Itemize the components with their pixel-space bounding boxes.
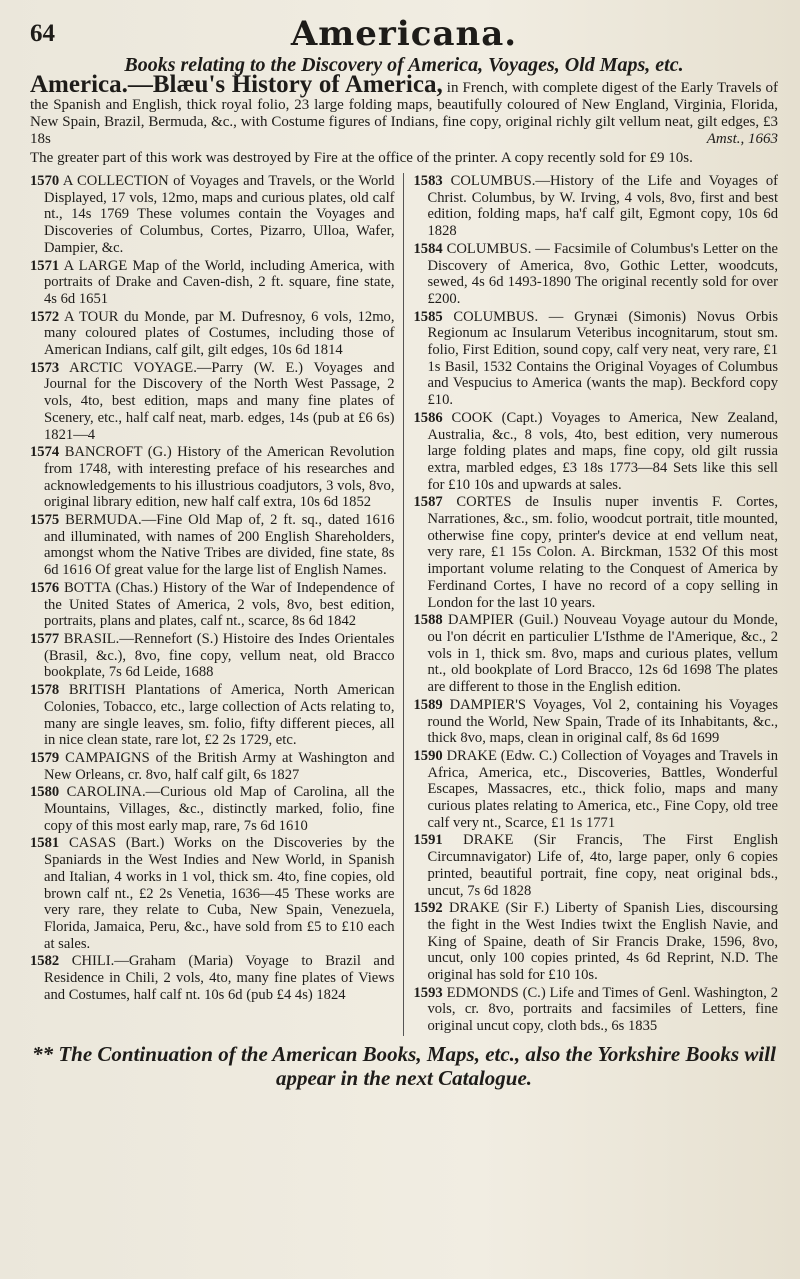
lot-number: 1579 <box>30 749 60 766</box>
entry-text: COLUMBUS. — Grynæi (Simonis) Novus Orbis Regionum ac Insularum Veteribus incognitarum, stout sm. folio, First Edition, sound copy, calf very neat, very rare, £1 1s Basil, 1532 Contains the Original Voyages of Columbus and Vespucius to America (wants the map). Beckford copy £10. <box>427 308 778 409</box>
catalogue-entry <box>414 309 779 409</box>
lot-number: 1591 <box>413 832 443 849</box>
entry-text: BERMUDA.—Fine Old Map of, 2 ft. sq., dated 1616 and illuminated, with names of 200 English Shareholders, amongst whom the Native Tribes are divided, fine state, 8s 6d 1616 Of great value for the large list of English Names. <box>44 512 395 579</box>
entry-text: COLUMBUS.—History of the Life and Voyages of Christ. Columbus, by W. Irving, 4 vols, 8vo, first and best edition, folding maps, ha'f calf gilt, Egmont copy, 10s 6d 1828 <box>427 173 778 240</box>
catalogue-entry <box>414 241 779 308</box>
lot-number: 1581 <box>30 835 60 852</box>
lot-number: 1583 <box>413 173 443 189</box>
catalogue-entry <box>414 900 779 984</box>
lot-number: 1578 <box>30 682 60 699</box>
entry-text: BOTTA (Chas.) History of the War of Independence of the United States of America, 2 vols, 8vo, best edition, portraits, plans and plates, calf nt., scarce, 8s 6d 1842 <box>44 579 395 630</box>
catalogue-entry <box>414 985 779 1035</box>
lot-number: 1577 <box>30 630 60 647</box>
lead-place-date: Amst., 1663 <box>706 131 778 147</box>
lot-number: 1582 <box>30 953 60 970</box>
lot-number: 1592 <box>413 900 443 917</box>
lot-number: 1573 <box>30 359 60 376</box>
lot-number: 1575 <box>30 512 60 529</box>
entry-text: ARCTIC VOYAGE.—Parry (W. E.) Voyages and Journal for the Discovery of the North West Passage, 2 vols, 4to, best edition, maps and many fine plates of Scenery, etc., half calf neat, marb. edges, 14s (pub at £6 6s) 1821—4 <box>44 359 395 443</box>
lot-number: 1588 <box>413 612 443 629</box>
catalogue-entry <box>414 173 779 240</box>
lot-number: 1589 <box>413 696 443 713</box>
left-column <box>30 173 404 1036</box>
catalogue-entry <box>414 494 779 611</box>
page-header <box>30 14 778 54</box>
entry-text: CAMPAIGNS of the British Army at Washington and New Orleans, cr. 8vo, half calf gilt, 6s 1827 <box>44 749 395 783</box>
entry-text: BRASIL.—Rennefort (S.) Histoire des Indes Orientales (Brasil, &c.), 8vo, fine copy, vellum neat, old Bracco bookplate, 7s 6d Leide, 1688 <box>44 630 395 681</box>
catalogue-entry <box>30 750 395 783</box>
lead-text: in French, with complete digest of the Early Travels of the Spanish and English, thick royal folio, 23 large folding maps, beautifully coloured of New England, Virginia, Florida, New Spain, Brazil, Bermuda, &c., with Costume figures of Indians, fine copy, original richly gilt vellum neat, gilt edges, £3 18s <box>30 80 778 147</box>
catalogue-entry <box>30 360 395 444</box>
catalogue-entry <box>30 953 395 1003</box>
lot-number: 1585 <box>413 308 443 325</box>
entry-text: EDMONDS (C.) Life and Times of Genl. Washington, 2 vols, cr. 8vo, portraits and facsimiles of Letters, fine original uncut copy, cloth bds., 6s 1835 <box>427 984 778 1035</box>
lot-number: 1570 <box>30 173 60 189</box>
lot-number: 1580 <box>30 784 60 801</box>
entry-text: CASAS (Bart.) Works on the Discoveries by the Spaniards in the West Indies and New World, in Spanish and Italian, 4 works in 1 vol, thick sm. 4to, fine copies, old brown calf nt., £2 2s Venetia, 1636—45 These works are very rare, they relate to Cuba, New Spain, Venezuela, Florida, Jamaica, Peru, &c., have sold from £5 to £10 each at sales. <box>44 835 395 952</box>
entry-text: DAMPIER'S Voyages, Vol 2, containing his Voyages round the World, New Spain, Trade of its Inhabitants, &c., thick 8vo, maps, clean in original calf, 8s 6d 1699 <box>427 696 778 747</box>
catalogue-entry <box>414 748 779 832</box>
lot-number: 1586 <box>413 409 443 426</box>
entry-text: CORTES de Insulis nuper inventis F. Cortes, Narrationes, &c., sm. folio, woodcut portrait, title mounted, otherwise fine copy, printer's device at end vellum neat, very rare, £1 15s Colon. A. Birckman, 1532 Of this most important volume relating to the Conquest of America by Ferdinand Cortes, I have no record of a copy selling in London for the last 10 years. <box>427 494 778 611</box>
entry-text: BRITISH Plantations of America, North American Colonies, Tobacco, etc., large collection of Acts relating to, many are single leaves, sm. folio, fifty different pieces, all in nice clean state, rare lot, £2 2s 1729, etc. <box>44 682 395 749</box>
catalogue-entry <box>30 444 395 511</box>
right-column <box>414 173 779 1036</box>
catalogue-entry <box>414 697 779 747</box>
entry-text: DRAKE (Sir F.) Liberty of Spanish Lies, discoursing the fight in the West Indies twixt the English Navie, and King of Spaine, death of Sir Francis Drake, 1596, 8vo, uncut, only 100 copies printed, 4s 6d Reprint, N.D. The original has sold for £10 10s. <box>427 900 778 984</box>
lot-number: 1590 <box>413 747 443 764</box>
entry-text: COLUMBUS. — Facsimile of Columbus's Letter on the Discovery of America, 8vo, Gothic Letter, woodcuts, sewed, 4s 6d 1493-1890 The original recently sold for over £200. <box>427 240 778 307</box>
entry-text: DRAKE (Sir Francis, The First English Circumnavigator) Life of, 4to, large paper, only 6 copies printed, beautiful portrait, fine copy, neat original bds., uncut, 7s 6d 1828 <box>427 832 778 899</box>
lot-number: 1587 <box>413 494 443 511</box>
catalogue-columns <box>30 173 778 1036</box>
entry-text: CHILI.—Graham (Maria) Voyage to Brazil and Residence in Chili, 2 vols, 4to, many fine plates of Views and Costumes, half calf nt. 10s 6d (pub £4 4s) 1824 <box>44 953 395 1003</box>
lot-number: 1571 <box>30 257 60 274</box>
lot-number: 1574 <box>30 444 60 461</box>
entry-text: A COLLECTION of Voyages and Travels, or the World Displayed, 17 vols, 12mo, maps and curious plates, old calf nt., 14s 1769 These volumes contain the Voyages and Discoveries of Columbus, Cortes, Pizarro, Ulloa, Wafer, Dampier, &c. <box>44 173 395 256</box>
continuation-note: ** The Continuation of the American Books, Maps, etc., also the Yorkshire Books will appear in the next Catalogue. <box>32 1041 776 1090</box>
catalogue-entry <box>30 784 395 834</box>
catalogue-entry <box>30 580 395 630</box>
catalogue-entry <box>30 631 395 681</box>
catalogue-entry <box>30 173 395 257</box>
running-head: Americana. <box>290 14 518 54</box>
lot-number: 1584 <box>413 240 443 257</box>
entry-text: DRAKE (Edw. C.) Collection of Voyages and Travels in Africa, America, etc., Discoveries, Battles, Wonderful Escapes, Massacres, etc., thick folio, maps and many curious plates relating to America, etc., Fine Copy, old tree calf very nt., Scarce, £1 1s 1771 <box>427 747 778 831</box>
lead-entry <box>30 71 778 148</box>
entry-text: CAROLINA.—Curious old Map of Carolina, all the Mountains, Villages, &c., distinctly marked, folio, fine copy of this most early map, rare, 7s 6d 1610 <box>44 784 395 834</box>
catalogue-entry <box>414 410 779 494</box>
catalogue-entry <box>30 258 395 308</box>
lot-number: 1593 <box>413 984 443 1001</box>
lot-number: 1572 <box>30 308 60 325</box>
catalogue-entry <box>414 832 779 899</box>
page-number: 64 <box>30 20 55 47</box>
catalogue-entry <box>30 835 395 952</box>
lot-number: 1576 <box>30 579 60 596</box>
lead-note: The greater part of this work was destroyed by Fire at the office of the printer. A copy recently sold for £9 10s. <box>30 150 693 166</box>
entry-text: A TOUR du Monde, par M. Dufresnoy, 6 vols, 12mo, many coloured plates of Costumes, including those of American Indians, calf gilt, gilt edges, 10s 6d 1814 <box>44 308 395 359</box>
catalogue-entry <box>30 512 395 579</box>
entry-text: DAMPIER (Guil.) Nouveau Voyage autour du Monde, ou l'on décrit en particulier L'Isthme de l'Amerique, &c., 2 vols in 1, thick sm. 8vo, maps and curious plates, vellum nt., old bookplate of Lord Bracco, 12s 6d 1698 The plates are different to those in the English edition. <box>427 612 778 696</box>
entry-text: A LARGE Map of the World, including America, with portraits of Drake and Caven-dish, 2 ft. square, fine state, 4s 6d 1651 <box>44 257 395 307</box>
catalogue-entry <box>414 612 779 696</box>
entry-text: BANCROFT (G.) History of the American Revolution from 1748, with interesting preface of his researches and acknowledgements to his illustrious coadjutors, 3 vols, 8vo, original library edition, new half calf extra, 10s 6d 1852 <box>44 444 395 511</box>
catalogue-entry <box>30 682 395 749</box>
lead-heading: America.—Blæu's History of America, <box>30 71 443 98</box>
catalogue-entry <box>30 309 395 359</box>
entry-text: COOK (Capt.) Voyages to America, New Zealand, Australia, &c., 8 vols, 4to, best edition, very numerous large folding plates and maps, fine copy, old gilt russia extra, marbled edges, £3 18s 1773—84 Sets like this sell for £10 10s and upwards at sales. <box>427 409 778 493</box>
section-title: Books relating to the Discovery of America, Voyages, Old Maps, etc. <box>124 54 684 76</box>
